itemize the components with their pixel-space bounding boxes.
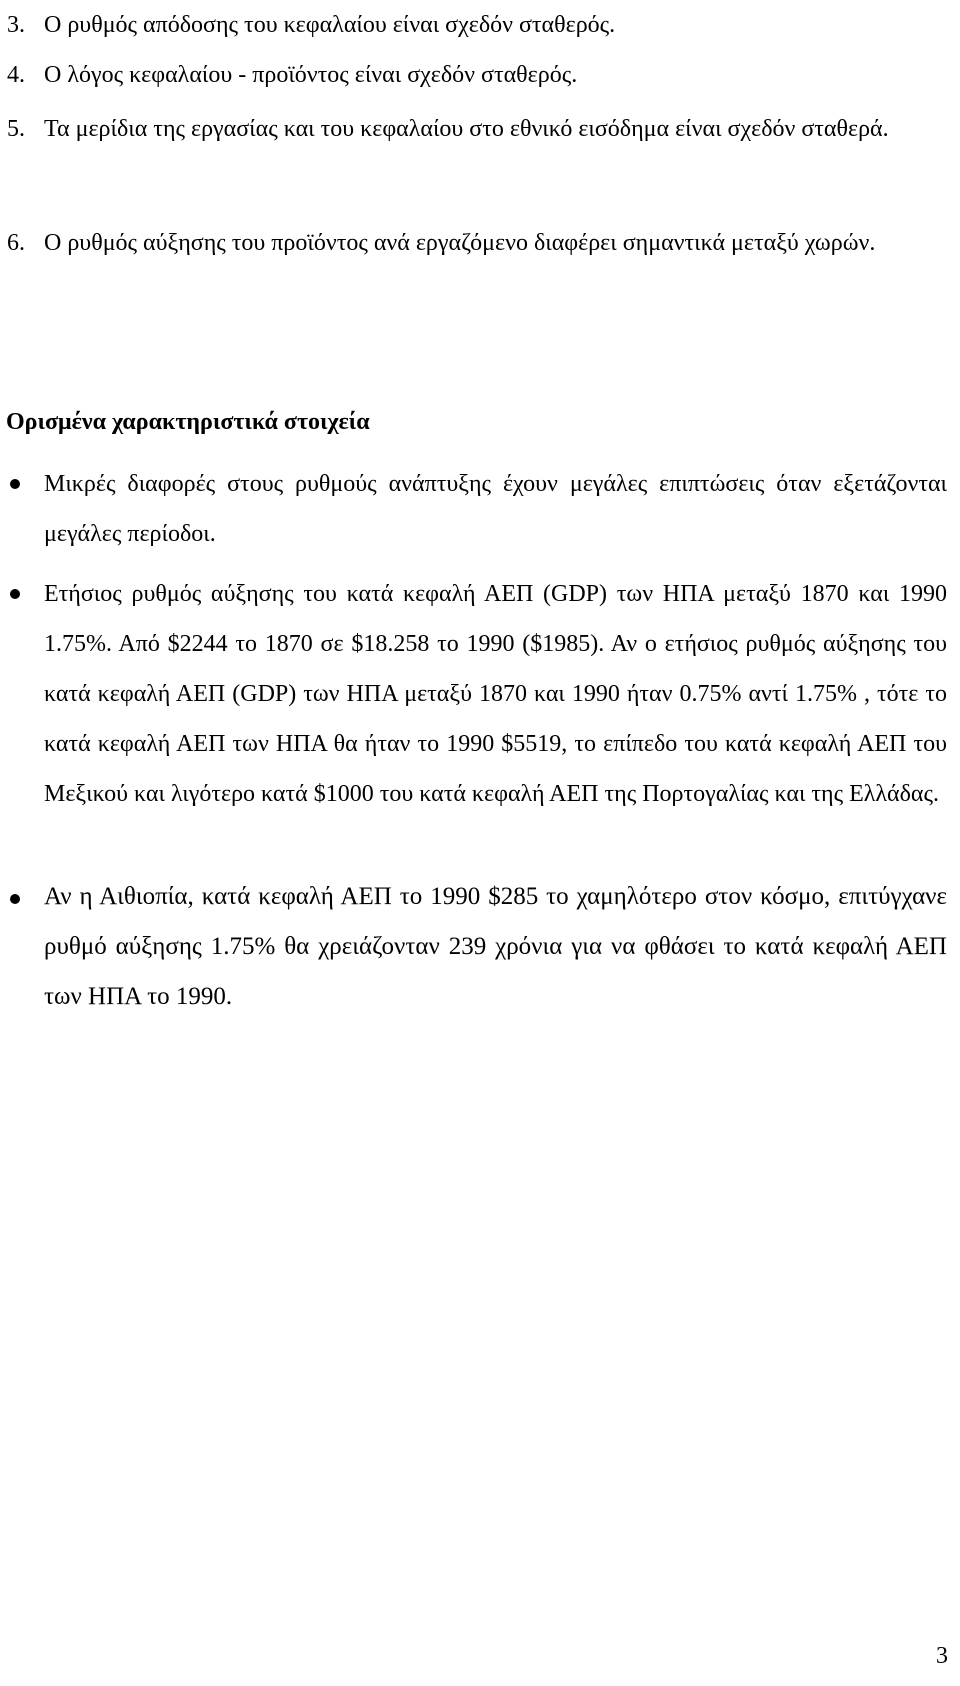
item-number: 3.	[7, 12, 25, 38]
item-number: 6.	[7, 230, 25, 256]
item-text: Τα μερίδια της εργασίας και του κεφαλαίου στο εθνικό εισόδημα είναι σχεδόν σταθερά.	[44, 116, 889, 142]
bullet-dot-icon	[10, 479, 20, 489]
bullet-text: Αν η Αιθιοπία, κατά κεφαλή ΑΕΠ το 1990 $285 το χαμηλότερο στον κόσμο, επιτύγχανε ρυθμό αύξησης 1.75% θα χρειάζονταν 239 χρόνια για να φθάσει το κατά κεφαλή ΑΕΠ των ΗΠΑ το 1990.	[44, 883, 947, 1010]
item-text: Ο ρυθμός αύξησης του προϊόντος ανά εργαζόμενο διαφέρει σημαντικά μεταξύ χωρών.	[44, 230, 876, 256]
item-number: 4.	[7, 62, 25, 88]
bullet-dot-icon	[10, 894, 20, 904]
item-text: Ο ρυθμός απόδοσης του κεφαλαίου είναι σχεδόν σταθερός.	[44, 12, 616, 38]
bullet-dot-icon	[10, 589, 20, 599]
bullet-text: Μικρές διαφορές στους ρυθμούς ανάπτυξης έχουν μεγάλες επιπτώσεις όταν εξετάζονται μεγάλες περίοδοι.	[44, 471, 947, 547]
page-number: 3	[936, 1643, 948, 1669]
item-text: Ο λόγος κεφαλαίου - προϊόντος είναι σχεδόν σταθερός.	[44, 62, 578, 88]
item-number: 5.	[7, 116, 25, 142]
section-heading: Ορισμένα χαρακτηριστικά στοιχεία	[6, 409, 370, 435]
bullet-text: Ετήσιος ρυθμός αύξησης του κατά κεφαλή ΑΕΠ (GDP) των ΗΠΑ μεταξύ 1870 και 1990 1.75%. Από $2244 το 1870 σε $18.258 το 1990 ($1985). Αν ο ετήσιος ρυθμός αύξησης του κατά κεφαλή ΑΕΠ (GDP) των ΗΠΑ μεταξύ 1870 και 1990 ήταν 0.75% αντί 1.75% , τότε το κατά κεφαλή ΑΕΠ των ΗΠΑ θα ήταν το 1990 $5519, το επίπεδο του κατά κεφαλή ΑΕΠ του Μεξικού και λιγότερο κατά $1000 του κατά κεφαλή ΑΕΠ της Πορτογαλίας και της Ελλάδας.	[44, 581, 947, 807]
